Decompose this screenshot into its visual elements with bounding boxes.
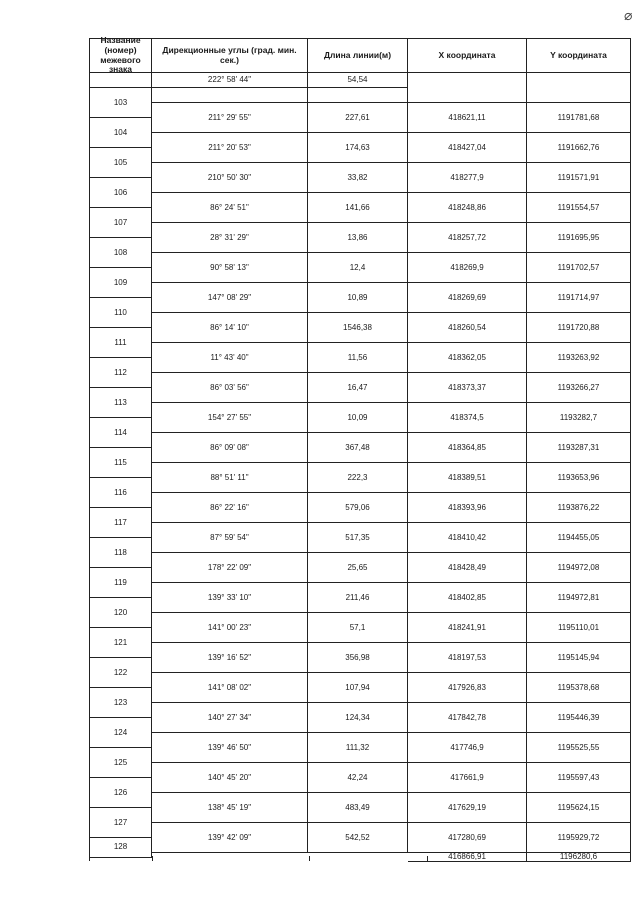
point-name-cell: 116	[90, 478, 152, 508]
angle-cell: 139° 46' 50"	[152, 733, 308, 763]
length-cell: 211,46	[308, 583, 408, 613]
table-tail	[89, 856, 428, 861]
point-name-cell: 109	[90, 268, 152, 298]
y-coordinate-cell: 1195929,72	[527, 823, 631, 853]
point-name-cell: 122	[90, 658, 152, 688]
length-cell: 54,54	[308, 73, 408, 88]
header-x: X координата	[408, 39, 527, 73]
length-cell: 483,49	[308, 793, 408, 823]
x-coordinate-cell: 418364,85	[408, 433, 527, 463]
length-cell: 141,66	[308, 193, 408, 223]
header-name: Название (номер) межевого знака	[90, 39, 152, 73]
x-coordinate-cell: 418410,42	[408, 523, 527, 553]
x-coordinate-cell: 418269,69	[408, 283, 527, 313]
boundary-points-table	[89, 34, 631, 861]
x-coordinate-cell: 417842,78	[408, 703, 527, 733]
point-name-cell: 124	[90, 718, 152, 748]
header-y: Y координата	[527, 39, 631, 73]
empty-cell	[527, 73, 631, 103]
point-name-cell: 125	[90, 748, 152, 778]
y-coordinate-cell: 1194972,81	[527, 583, 631, 613]
x-coordinate-cell: 418393,96	[408, 493, 527, 523]
length-cell: 57,1	[308, 613, 408, 643]
point-name-cell: 123	[90, 688, 152, 718]
length-cell: 10,09	[308, 403, 408, 433]
length-cell: 33,82	[308, 163, 408, 193]
y-coordinate-cell: 1191662,76	[527, 133, 631, 163]
length-cell: 107,94	[308, 673, 408, 703]
y-coordinate-cell: 1195378,68	[527, 673, 631, 703]
y-coordinate-cell: 1195446,39	[527, 703, 631, 733]
angle-cell: 86° 22' 16"	[152, 493, 308, 523]
point-name-cell: 126	[90, 778, 152, 808]
point-name-cell: 128	[90, 838, 152, 858]
x-coordinate-cell: 418269,9	[408, 253, 527, 283]
angle-cell: 211° 29' 55"	[152, 103, 308, 133]
angle-cell: 140° 45' 20"	[152, 763, 308, 793]
angle-cell: 147° 08' 29"	[152, 283, 308, 313]
angle-cell: 210° 50' 30"	[152, 163, 308, 193]
x-coordinate-cell: 417661,9	[408, 763, 527, 793]
x-coordinate-cell: 418621,11	[408, 103, 527, 133]
length-cell: 12,4	[308, 253, 408, 283]
point-name-cell: 121	[90, 628, 152, 658]
header-angle: Дирекционные углы (град. мин. сек.)	[152, 39, 308, 73]
x-coordinate-cell: 418241,91	[408, 613, 527, 643]
length-cell: 227,61	[308, 103, 408, 133]
angle-cell: 139° 33' 10"	[152, 583, 308, 613]
point-name-cell: 106	[90, 178, 152, 208]
length-cell: 25,65	[308, 553, 408, 583]
angle-cell: 87° 59' 54"	[152, 523, 308, 553]
y-coordinate-cell: 1195597,43	[527, 763, 631, 793]
y-coordinate-cell: 1191695,95	[527, 223, 631, 253]
y-coordinate-cell: 1193266,27	[527, 373, 631, 403]
length-cell: 367,48	[308, 433, 408, 463]
point-name-cell: 105	[90, 148, 152, 178]
x-coordinate-cell: 418389,51	[408, 463, 527, 493]
angle-cell: 211° 20' 53"	[152, 133, 308, 163]
x-coordinate-cell: 418373,37	[408, 373, 527, 403]
x-coordinate-cell: 418277,9	[408, 163, 527, 193]
point-name-cell: 114	[90, 418, 152, 448]
y-coordinate-cell: 1194972,08	[527, 553, 631, 583]
point-name-cell: 103	[90, 88, 152, 118]
x-coordinate-cell: 418427,04	[408, 133, 527, 163]
angle-cell: 28° 31' 29"	[152, 223, 308, 253]
point-name-cell: 118	[90, 538, 152, 568]
y-coordinate-cell: 1191720,88	[527, 313, 631, 343]
x-coordinate-cell: 418374,5	[408, 403, 527, 433]
length-cell: 42,24	[308, 763, 408, 793]
angle-cell: 139° 42' 09"	[152, 823, 308, 853]
y-coordinate-cell: 1193263,92	[527, 343, 631, 373]
length-cell: 517,35	[308, 523, 408, 553]
y-coordinate-cell: 1193653,96	[527, 463, 631, 493]
angle-cell: 88° 51' 11"	[152, 463, 308, 493]
angle-cell: 86° 03' 56"	[152, 373, 308, 403]
x-coordinate-cell: 418257,72	[408, 223, 527, 253]
x-coordinate-cell: 418248,86	[408, 193, 527, 223]
x-coordinate-cell: 418428,49	[408, 553, 527, 583]
point-name-cell: 120	[90, 598, 152, 628]
y-coordinate-cell: 1195145,94	[527, 643, 631, 673]
angle-cell: 141° 08' 02"	[152, 673, 308, 703]
x-coordinate-cell: 417926,83	[408, 673, 527, 703]
angle-cell: 154° 27' 55"	[152, 403, 308, 433]
point-name-cell: 115	[90, 448, 152, 478]
header-length: Длина линии(м)	[308, 39, 408, 73]
length-cell: 542,52	[308, 823, 408, 853]
length-cell: 13,86	[308, 223, 408, 253]
length-cell: 11,56	[308, 343, 408, 373]
y-coordinate-cell: 1195624,15	[527, 793, 631, 823]
y-coordinate-cell: 1191781,68	[527, 103, 631, 133]
y-coordinate-cell: 1193287,31	[527, 433, 631, 463]
angle-cell: 139° 16' 52"	[152, 643, 308, 673]
x-coordinate-cell: 417280,69	[408, 823, 527, 853]
y-coordinate-cell: 1196280,6	[527, 853, 631, 862]
angle-cell: 86° 09' 08"	[152, 433, 308, 463]
angle-cell: 178° 22' 09"	[152, 553, 308, 583]
y-coordinate-cell: 1191702,57	[527, 253, 631, 283]
length-cell: 124,34	[308, 703, 408, 733]
angle-cell: 222° 58' 44"	[152, 73, 308, 88]
length-cell: 174,63	[308, 133, 408, 163]
point-name-cell: 127	[90, 808, 152, 838]
x-coordinate-cell: 417746,9	[408, 733, 527, 763]
x-coordinate-cell: 416866,91	[408, 853, 527, 862]
empty-cell	[408, 73, 527, 103]
x-coordinate-cell: 418260,54	[408, 313, 527, 343]
point-name-cell: 110	[90, 298, 152, 328]
point-name-cell: 113	[90, 388, 152, 418]
length-cell: 111,32	[308, 733, 408, 763]
angle-cell: 11° 43' 40"	[152, 343, 308, 373]
y-coordinate-cell: 1195525,55	[527, 733, 631, 763]
y-coordinate-cell: 1191571,91	[527, 163, 631, 193]
point-name-cell: 104	[90, 118, 152, 148]
y-coordinate-cell: 1191554,57	[527, 193, 631, 223]
y-coordinate-cell: 1193282,7	[527, 403, 631, 433]
length-cell: 579,06	[308, 493, 408, 523]
x-coordinate-cell: 418362,05	[408, 343, 527, 373]
length-cell: 10,89	[308, 283, 408, 313]
angle-cell: 138° 45' 19"	[152, 793, 308, 823]
x-coordinate-cell: 418197,53	[408, 643, 527, 673]
point-name-cell: 117	[90, 508, 152, 538]
length-cell: 222,3	[308, 463, 408, 493]
empty-cell	[90, 73, 152, 88]
angle-cell: 90° 58' 13"	[152, 253, 308, 283]
point-name-cell: 112	[90, 358, 152, 388]
empty-cell	[152, 88, 308, 103]
angle-cell: 141° 00' 23"	[152, 613, 308, 643]
length-cell: 356,98	[308, 643, 408, 673]
point-name-cell: 107	[90, 208, 152, 238]
y-coordinate-cell: 1194455,05	[527, 523, 631, 553]
point-name-cell: 111	[90, 328, 152, 358]
angle-cell: 86° 14' 10"	[152, 313, 308, 343]
y-coordinate-cell: 1195110,01	[527, 613, 631, 643]
y-coordinate-cell: 1191714,97	[527, 283, 631, 313]
corner-mark-icon: ⌀	[624, 8, 633, 24]
point-name-cell: 119	[90, 568, 152, 598]
y-coordinate-cell: 1193876,22	[527, 493, 631, 523]
x-coordinate-cell: 417629,19	[408, 793, 527, 823]
length-cell: 1546,38	[308, 313, 408, 343]
point-name-cell: 108	[90, 238, 152, 268]
length-cell: 16,47	[308, 373, 408, 403]
angle-cell: 140° 27' 34"	[152, 703, 308, 733]
angle-cell: 86° 24' 51"	[152, 193, 308, 223]
x-coordinate-cell: 418402,85	[408, 583, 527, 613]
empty-cell	[308, 88, 408, 103]
